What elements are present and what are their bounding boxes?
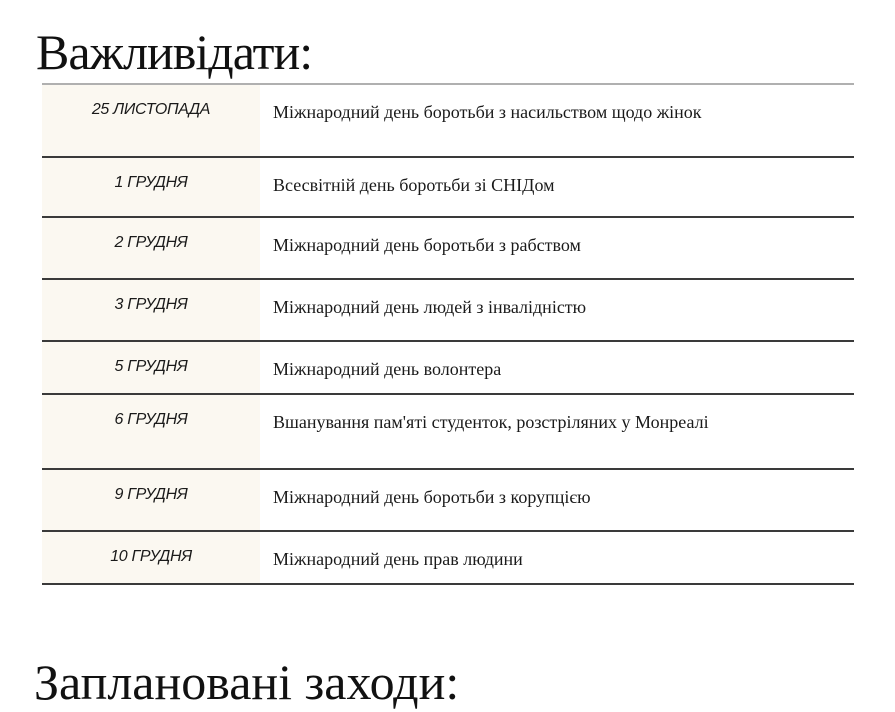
table-row bbox=[42, 279, 854, 341]
table-row bbox=[42, 84, 854, 157]
event-cell: Міжнародний день боротьби з насильством щодо жінок bbox=[273, 102, 702, 122]
page-title: Важливідати: bbox=[36, 24, 313, 80]
event-cell: Міжнародний день боротьби з рабством bbox=[273, 235, 581, 255]
section-heading: Заплановані заходи: bbox=[34, 654, 460, 710]
table-row bbox=[42, 341, 854, 394]
date-cell: 2 ГРУДНЯ bbox=[42, 217, 260, 279]
date-cell: 1 ГРУДНЯ bbox=[42, 157, 260, 217]
date-cell: 25 ЛИСТОПАДА bbox=[42, 84, 260, 157]
event-cell: Міжнародний день прав людини bbox=[273, 549, 523, 569]
event-cell: Міжнародний день людей з інвалідністю bbox=[273, 297, 587, 317]
event-cell: Міжнародний день волонтера bbox=[273, 359, 502, 379]
date-cell: 10 ГРУДНЯ bbox=[42, 531, 260, 584]
table-row bbox=[42, 157, 854, 217]
date-cell: 6 ГРУДНЯ bbox=[42, 394, 260, 469]
date-cell: 9 ГРУДНЯ bbox=[42, 469, 260, 531]
important-dates-table bbox=[42, 83, 854, 585]
date-cell: 5 ГРУДНЯ bbox=[42, 341, 260, 394]
table-row bbox=[42, 217, 854, 279]
date-cell: 3 ГРУДНЯ bbox=[42, 279, 260, 341]
table-row bbox=[42, 469, 854, 531]
event-cell: Всесвітній день боротьби зі СНІДом bbox=[273, 175, 555, 195]
table-row bbox=[42, 394, 854, 469]
event-cell: Міжнародний день боротьби з корупцією bbox=[273, 487, 591, 507]
event-cell: Вшанування пам'яті студенток, розстріляних у Монреалі bbox=[273, 412, 709, 432]
table-row bbox=[42, 531, 854, 584]
